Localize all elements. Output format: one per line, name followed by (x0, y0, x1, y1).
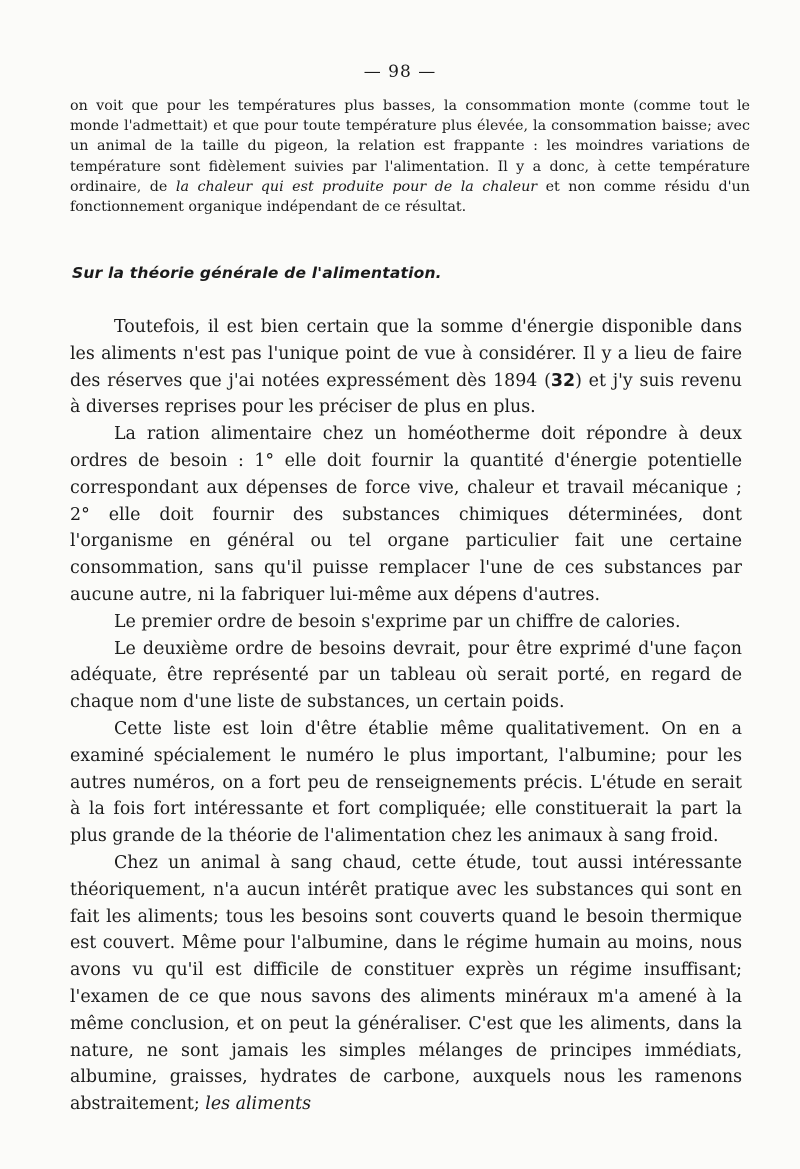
paragraph-1 (70, 314, 742, 421)
section-heading: Sur la théorie générale de l'alimentation. (72, 264, 442, 282)
paragraph-1-start: Toutefois, il est bien certain que la somme d'énergie disponible dans les aliments n'est pas l'unique point de vue à considérer. Il y a lieu de faire des réserves que j'ai notées expressément dès 1894 ( (70, 317, 742, 391)
citation-reference: 32 (550, 370, 576, 391)
body-text (70, 314, 742, 1118)
intro-text-end: et non comme résidu d'un fonctionnement organique indépendant de ce résultat. (70, 178, 750, 216)
paragraph-1-end: ) et j'y suis revenu à diverses reprises pour les préciser de plus en plus. (70, 370, 742, 418)
intro-italic-phrase: la chaleur qui est produite pour de la chaleur (175, 178, 538, 195)
paragraph-5: Cette liste est loin d'être établie même qualitativement. On en a examiné spécialement le numéro le plus important, l'albumine; pour les autres numéros, on a fort peu de renseignements précis. L'étude en serait à la fois fort intéressante et fort compliquée; elle constituerait la part la plus grande de la théorie de l'alimentation chez les animaux à sang froid. (70, 718, 742, 847)
paragraph-6 (70, 850, 742, 1118)
paragraph-3: Le premier ordre de besoin s'exprime par un chiffre de calories. (114, 611, 681, 632)
paragraph-2: La ration alimentaire chez un homéotherme doit répondre à deux ordres de besoin : 1° elle doit fournir la quantité d'énergie potentielle correspondant aux dépenses de force vive, chaleur et travail mécanique ; 2° elle doit fournir des substances chimiques déterminées, dont l'organisme en général ou tel organe particulier fait une certaine consommation, sans qu'il puisse remplacer l'une de ces substances par aucune autre, ni la fabriquer lui-même aux dépens d'autres. (70, 424, 742, 605)
intro-text-start: on voit que pour les températures plus basses, la consommation monte (comme tout le monde l'admettait) et que pour toute température plus élevée, la consommation baisse; avec un animal de la taille du pigeon, la relation est frappante : les moindres variations de température sont fidèlement suivies par l'alimentation. Il y a donc, à cette température ordinaire, de (70, 98, 750, 195)
paragraph-4: Le deuxième ordre de besoins devrait, pour être exprimé d'une façon adéquate, être représenté par un tableau où serait porté, en regard de chaque nom d'une liste de substances, un certain poids. (70, 638, 742, 713)
page-number: — 98 — (363, 62, 437, 82)
intro-text (70, 96, 750, 217)
paragraph-6-start: Chez un animal à sang chaud, cette étude, tout aussi intéressante théoriquement, n'a aucun intérêt pratique avec les substances qui sont en fait les aliments; tous les besoins sont couverts quand le besoin thermique est couvert. Même pour l'albumine, dans le régime humain au moins, nous avons vu qu'il est difficile de constituer exprès un régime insuffisant; l'examen de ce que nous savons des aliments minéraux m'a amené à la même conclusion, et on peut la généraliser. C'est que les aliments, dans la nature, ne sont jamais les simples mélanges de principes immédiats, albumine, graisses, hydrates de carbone, auxquels nous les ramenons abstraitement; (70, 852, 742, 1115)
intro-paragraph (70, 96, 750, 217)
paragraph-6-italic: les aliments (205, 1094, 311, 1115)
